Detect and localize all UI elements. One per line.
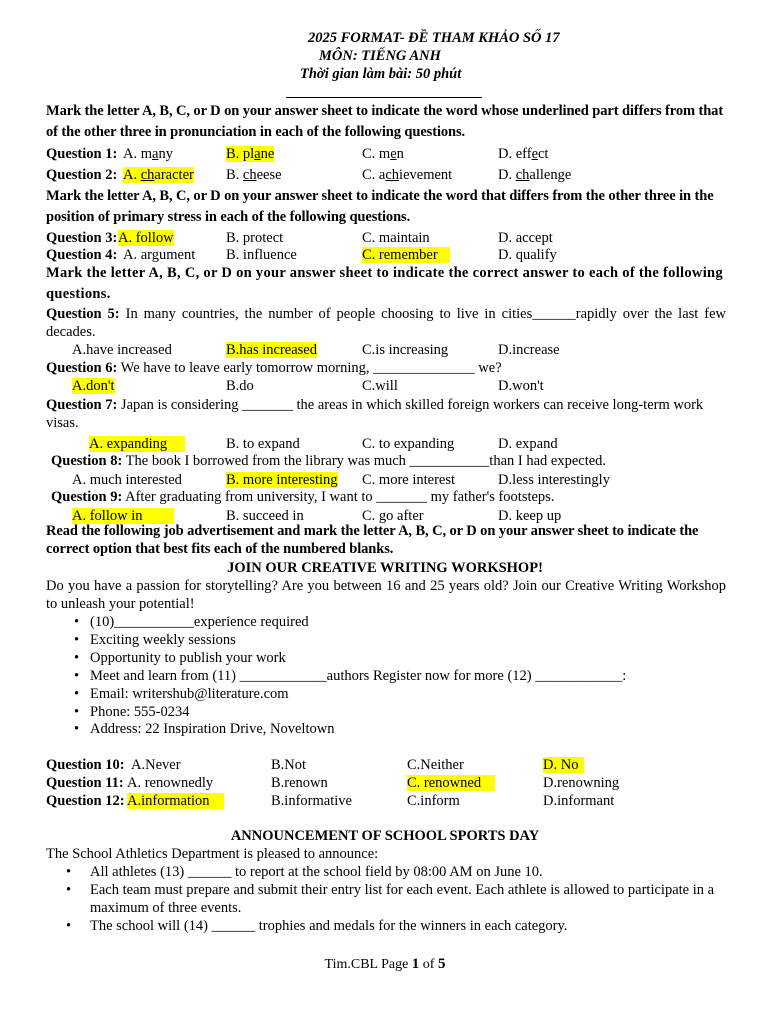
workshop-bullet: • Meet and learn from (11) ____________authors Register now for more (12) ____________: — [74, 668, 627, 684]
sports-day-bullet: • The school will (14) ______ trophies and medals for the winners in each category. — [66, 918, 568, 934]
q12-option-c: C.inform — [407, 793, 460, 809]
q4-label: Question 4: — [46, 247, 118, 263]
page-footer: Tim.CBL Page 1 of 5 — [324, 956, 446, 972]
q4-option-c: C. remember — [362, 246, 450, 264]
sports-day-bullet: • Each team must prepare and submit their entry list for each event. Each athlete is allowed to participate in a maximum of three events. — [66, 882, 715, 916]
q9-option-c: C. go after — [362, 508, 424, 524]
q10-option-d: D. No — [543, 756, 584, 774]
q8-option-d: D.less interestingly — [498, 472, 610, 488]
workshop-bullet: • Exciting weekly sessions — [74, 632, 236, 648]
q7-stem: Question 7: Japan is considering _______ the areas in which skilled foreign workers can receive long-term work visas. — [46, 397, 704, 431]
q1-option-d: D. effect — [498, 146, 549, 162]
q1-option-c: C. men — [362, 146, 404, 162]
workshop-title: JOIN OUR CREATIVE WRITING WORKSHOP! — [227, 560, 543, 576]
q12-option-b: B.informative — [271, 793, 352, 809]
q6-option-a: A.don't — [72, 378, 115, 394]
section1-instruction: Mark the letter A, B, C, or D on your answer sheet to indicate the word whose underlined part differs from that of the other three in pronunciation in each of the following questions. — [46, 103, 724, 140]
q9-option-a: A. follow in — [72, 507, 174, 525]
q9-option-d: D. keep up — [498, 508, 562, 524]
q3-option-d: D. accept — [498, 230, 553, 246]
q2-option-c: C. achievement — [362, 167, 453, 183]
workshop-bullet: • Phone: 555-0234 — [74, 704, 190, 720]
q10-option-a: A.Never — [131, 757, 181, 773]
q4-option-d: D. qualify — [498, 247, 557, 263]
q4-option-a: A. argument — [123, 247, 196, 263]
q6-stem: Question 6: We have to leave early tomorrow morning, ______________ we? — [46, 360, 502, 376]
q10-label: Question 10: — [46, 757, 125, 773]
q5-stem: Question 5: In many countries, the number of people choosing to live in cities______rapidly over the last few decades. — [46, 306, 727, 340]
workshop-bullet: • (10)___________experience required — [74, 614, 309, 630]
q6-option-c: C.will — [362, 378, 398, 394]
q2-option-d: D. challenge — [498, 167, 572, 183]
q8-option-a: A. much interested — [72, 472, 182, 488]
q8-option-c: C. more interest — [362, 472, 456, 488]
q5-option-d: D.increase — [498, 342, 560, 358]
q12-label: Question 12: — [46, 793, 125, 809]
q2-option-b: B. cheese — [226, 167, 282, 183]
q11-option-b: B.renown — [271, 775, 328, 791]
q7-option-b: B. to expand — [226, 436, 300, 452]
q6-option-b: B.do — [226, 378, 254, 394]
q3-option-a: A. follow — [118, 230, 174, 246]
q11-label: Question 11: — [46, 775, 124, 791]
q7-option-d: D. expand — [498, 436, 558, 452]
time-line: Thời gian làm bài: 50 phút — [300, 66, 462, 82]
q1-label: Question 1: — [46, 146, 118, 162]
section3-instruction: Mark the letter A, B, C, or D on your answer sheet to indicate the correct answer to each of the following questions. — [46, 265, 723, 302]
q10-option-b: B.Not — [271, 757, 307, 773]
q12-option-a: A.information — [127, 792, 224, 810]
workshop-bullet: • Email: writershub@literature.com — [74, 686, 289, 702]
q3-option-c: C. maintain — [362, 230, 430, 246]
q11-option-d: D.renowning — [543, 775, 620, 791]
sports-day-title: ANNOUNCEMENT OF SCHOOL SPORTS DAY — [230, 828, 540, 844]
q3-label: Question 3: — [46, 230, 118, 246]
sports-day-intro: The School Athletics Department is pleased to announce: — [46, 846, 379, 862]
q5-option-c: C.is increasing — [362, 342, 449, 358]
exam-title: 2025 FORMAT- ĐỀ THAM KHẢO SỐ 17 — [308, 30, 560, 46]
header-divider — [286, 97, 482, 98]
q9-stem: Question 9: After graduating from university, I want to _______ my father's footsteps. — [51, 489, 555, 505]
q5-option-b: B.has increased — [226, 342, 317, 358]
section2-instruction: Mark the letter A, B, C, or D on your answer sheet to indicate the word that differs from the other three in the position of primary stress in each of the following questions. — [46, 188, 714, 225]
q7-option-a: A. expanding — [89, 435, 185, 453]
q11-option-a: A. renownedly — [127, 775, 214, 791]
section4-instruction: Read the following job advertisement and mark the letter A, B, C, or D on your answer sheet to indicate the correct option that best fits each of the numbered blanks. — [46, 523, 699, 557]
q10-option-c: C.Neither — [407, 757, 464, 773]
subject-line: MÔN: TIẾNG ANH — [319, 48, 441, 64]
q5-option-a: A.have increased — [72, 342, 172, 358]
q2-option-a: A. character — [123, 167, 194, 183]
workshop-bullet: • Address: 22 Inspiration Drive, Noveltown — [74, 721, 335, 737]
q4-option-b: B. influence — [226, 247, 297, 263]
q9-option-b: B. succeed in — [226, 508, 304, 524]
q7-option-c: C. to expanding — [362, 436, 455, 452]
sports-day-bullet: • All athletes (13) ______ to report at the school field by 08:00 AM on June 10. — [66, 864, 543, 880]
q6-option-d: D.won't — [498, 378, 544, 394]
q1-option-a: A. many — [123, 146, 173, 162]
workshop-intro: Do you have a passion for storytelling? Are you between 16 and 25 years old? Join our Creative Writing Workshop to unleash your potential! — [46, 578, 726, 612]
q3-option-b: B. protect — [226, 230, 284, 246]
workshop-bullet: • Opportunity to publish your work — [74, 650, 286, 666]
q8-stem: Question 8: The book I borrowed from the library was much ___________than I had expected. — [51, 453, 607, 469]
q11-option-c: C. renowned — [407, 774, 495, 792]
q8-option-b: B. more interesting — [226, 472, 338, 488]
q1-option-b: B. plane — [226, 146, 275, 162]
q12-option-d: D.informant — [543, 793, 615, 809]
q2-label: Question 2: — [46, 167, 118, 183]
